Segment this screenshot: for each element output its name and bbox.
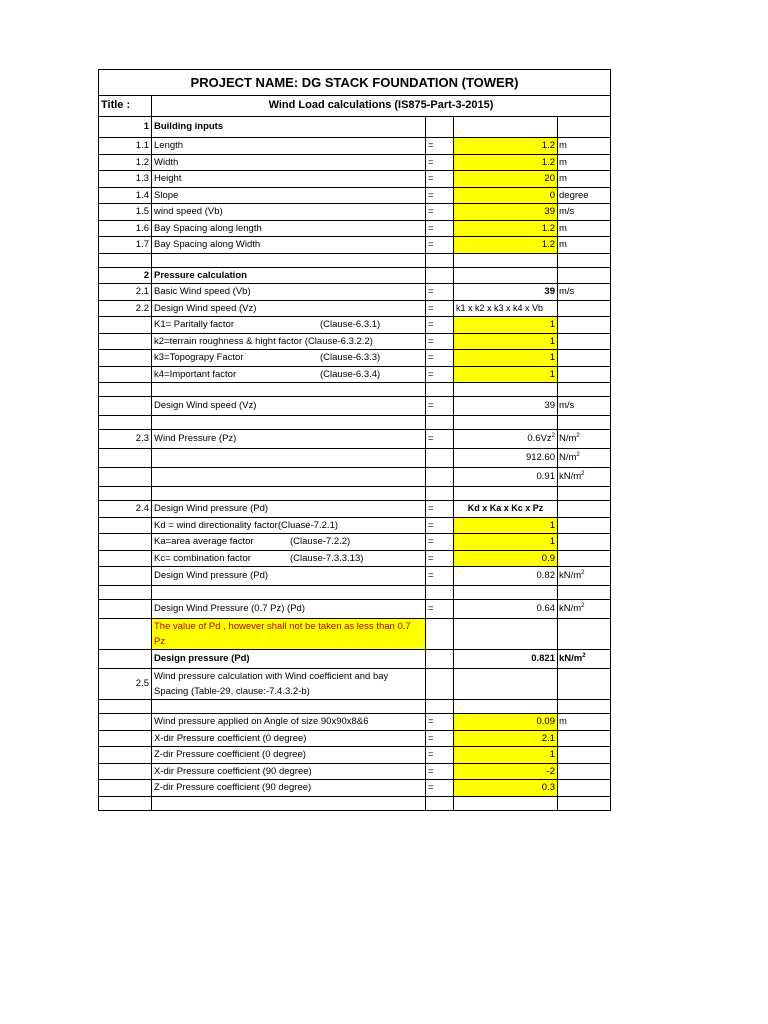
calc-value: 0.91 bbox=[454, 468, 558, 487]
row-label: Length bbox=[152, 138, 426, 155]
empty-cell bbox=[152, 468, 426, 487]
coef-row bbox=[99, 714, 611, 731]
blank-row bbox=[99, 796, 611, 810]
input-value[interactable]: 1 bbox=[454, 517, 558, 534]
row-number: 1.1 bbox=[99, 138, 152, 155]
pd-note: The value of Pd , however shall not be taken as less than 0.7 Pz bbox=[152, 619, 426, 650]
coef-row bbox=[99, 747, 611, 764]
clause-ref: (Cluase-7.2.1) bbox=[277, 519, 339, 531]
empty-cell bbox=[99, 700, 152, 714]
unit-label: m/s bbox=[558, 397, 611, 416]
unit-cell bbox=[558, 468, 611, 487]
factor-row bbox=[99, 517, 611, 534]
input-value[interactable]: 39 bbox=[454, 204, 558, 221]
row-label: Wind pressure applied on Angle of size 90x90x8&6 bbox=[152, 714, 426, 731]
row-label: Design Wind Pressure (0.7 Pz) (Pd) bbox=[152, 600, 426, 619]
input-value[interactable]: 1 bbox=[454, 333, 558, 350]
factor-row bbox=[99, 366, 611, 383]
calc-row bbox=[99, 449, 611, 468]
section-number: 2.5 bbox=[99, 669, 152, 700]
project-row bbox=[99, 70, 611, 96]
clause-ref: (Clause-6.3.1) bbox=[320, 319, 381, 330]
factor-label: Ka=area average factor bbox=[154, 536, 254, 547]
empty-cell bbox=[152, 416, 426, 430]
blank-row bbox=[99, 383, 611, 397]
empty-cell bbox=[558, 534, 611, 551]
empty-cell bbox=[99, 416, 152, 430]
empty-cell bbox=[99, 780, 152, 797]
equals-sign: = bbox=[426, 187, 454, 204]
empty-cell bbox=[426, 267, 454, 284]
empty-cell bbox=[152, 253, 426, 267]
equals-sign: = bbox=[426, 763, 454, 780]
empty-cell bbox=[152, 449, 426, 468]
clause-ref: (Clause-6.3.4) bbox=[320, 368, 381, 380]
empty-cell bbox=[426, 468, 454, 487]
section-heading-row bbox=[99, 669, 611, 700]
formula-text: 0.6Vz bbox=[527, 433, 552, 445]
empty-cell bbox=[99, 763, 152, 780]
equals-sign: = bbox=[426, 154, 454, 171]
empty-cell bbox=[558, 586, 611, 600]
input-row bbox=[99, 154, 611, 171]
factor-row bbox=[99, 550, 611, 567]
note-row bbox=[99, 619, 611, 650]
unit-label bbox=[558, 730, 611, 747]
title-row bbox=[99, 96, 611, 117]
clause-ref: (Clause-7.2.2) bbox=[290, 536, 351, 547]
clause-ref: (Clause-6.3.3) bbox=[320, 352, 381, 363]
row-number: 2.3 bbox=[99, 430, 152, 449]
empty-cell bbox=[558, 517, 611, 534]
unit-label: kN/m bbox=[559, 471, 582, 483]
empty-cell bbox=[152, 700, 426, 714]
equals-sign: = bbox=[426, 397, 454, 416]
row-number: 2.1 bbox=[99, 284, 152, 301]
empty-cell bbox=[558, 117, 611, 138]
empty-cell bbox=[99, 333, 152, 350]
factor-label-cell bbox=[152, 550, 426, 567]
unit-label: kN/m bbox=[559, 653, 583, 665]
equals-sign: = bbox=[426, 501, 454, 518]
input-value[interactable]: -2 bbox=[454, 763, 558, 780]
factor-label: K1= Paritally factor bbox=[154, 319, 234, 330]
equals-sign: = bbox=[426, 730, 454, 747]
unit-label: N/m bbox=[559, 433, 577, 445]
row-label: Width bbox=[152, 154, 426, 171]
factor-label-cell bbox=[152, 333, 426, 350]
row-number: 1.5 bbox=[99, 204, 152, 221]
row-label: Slope bbox=[152, 187, 426, 204]
empty-cell bbox=[558, 416, 611, 430]
empty-cell bbox=[426, 253, 454, 267]
input-row bbox=[99, 204, 611, 221]
result-row bbox=[99, 650, 611, 669]
equals-sign: = bbox=[426, 366, 454, 383]
equals-sign: = bbox=[426, 517, 454, 534]
calc-value: 0.82 bbox=[454, 567, 558, 586]
empty-cell bbox=[99, 517, 152, 534]
empty-cell bbox=[558, 350, 611, 367]
empty-cell bbox=[99, 383, 152, 397]
unit-exponent: 2 bbox=[576, 452, 580, 459]
empty-cell bbox=[426, 383, 454, 397]
section-heading: Pressure calculation bbox=[152, 267, 426, 284]
unit-label: N/m bbox=[559, 452, 577, 464]
factor-label: k3=Topograpy Factor bbox=[154, 352, 244, 363]
row-number: 1.6 bbox=[99, 220, 152, 237]
row-label: X-dir Pressure coefficient (90 degree) bbox=[152, 763, 426, 780]
empty-cell bbox=[99, 730, 152, 747]
calc-row bbox=[99, 284, 611, 301]
wind-load-sheet bbox=[98, 69, 611, 811]
unit-label bbox=[558, 747, 611, 764]
result-value: 0.821 bbox=[454, 650, 558, 669]
coef-row bbox=[99, 763, 611, 780]
empty-cell bbox=[99, 747, 152, 764]
empty-cell bbox=[426, 669, 454, 700]
empty-cell bbox=[99, 487, 152, 501]
empty-cell bbox=[558, 317, 611, 334]
blank-row bbox=[99, 700, 611, 714]
input-row bbox=[99, 171, 611, 188]
unit-cell bbox=[558, 430, 611, 449]
equals-sign: = bbox=[426, 567, 454, 586]
factor-label: k4=Important factor bbox=[154, 368, 237, 380]
coef-row bbox=[99, 730, 611, 747]
calc-row bbox=[99, 300, 611, 317]
empty-cell bbox=[558, 333, 611, 350]
unit-exponent: 2 bbox=[581, 471, 585, 478]
equals-sign: = bbox=[426, 171, 454, 188]
project-title: PROJECT NAME: DG STACK FOUNDATION (TOWER) bbox=[99, 70, 611, 96]
empty-cell bbox=[558, 487, 611, 501]
input-value[interactable]: 1.2 bbox=[454, 138, 558, 155]
section-heading-row bbox=[99, 117, 611, 138]
empty-cell bbox=[99, 550, 152, 567]
input-value[interactable]: 1 bbox=[454, 534, 558, 551]
empty-cell bbox=[454, 117, 558, 138]
unit-label: m/s bbox=[558, 284, 611, 301]
calc-value: 39 bbox=[454, 284, 558, 301]
calc-row bbox=[99, 567, 611, 586]
empty-cell bbox=[454, 796, 558, 810]
factor-row bbox=[99, 350, 611, 367]
unit-label bbox=[558, 780, 611, 797]
empty-cell bbox=[426, 487, 454, 501]
empty-cell bbox=[426, 586, 454, 600]
empty-cell bbox=[454, 669, 558, 700]
row-number: 2.4 bbox=[99, 501, 152, 518]
empty-cell bbox=[99, 366, 152, 383]
factor-label: Kd = wind directionality factor bbox=[154, 519, 278, 531]
calc-row bbox=[99, 397, 611, 416]
clause-ref: (Clause-6.3.2.2) bbox=[304, 335, 373, 347]
equals-sign: = bbox=[426, 534, 454, 551]
unit-label: m bbox=[558, 714, 611, 731]
calc-value: 39 bbox=[454, 397, 558, 416]
equals-sign: = bbox=[426, 220, 454, 237]
empty-cell bbox=[99, 449, 152, 468]
row-label: Design Wind speed (Vz) bbox=[152, 300, 426, 317]
unit-label: m bbox=[558, 237, 611, 254]
row-label: Design pressure (Pd) bbox=[152, 650, 426, 669]
empty-cell bbox=[426, 700, 454, 714]
unit-label: m/s bbox=[558, 204, 611, 221]
equals-sign: = bbox=[426, 747, 454, 764]
sheet-subtitle: Wind Load calculations (IS875-Part-3-2015) bbox=[152, 96, 611, 117]
empty-cell bbox=[454, 416, 558, 430]
input-value[interactable]: 0.09 bbox=[454, 714, 558, 731]
empty-cell bbox=[99, 650, 152, 669]
empty-cell bbox=[454, 619, 558, 650]
blank-row bbox=[99, 586, 611, 600]
factor-row bbox=[99, 534, 611, 551]
row-label: Bay Spacing along length bbox=[152, 220, 426, 237]
equals-sign: = bbox=[426, 333, 454, 350]
section-number: 1 bbox=[99, 117, 152, 138]
input-value[interactable]: 2.1 bbox=[454, 730, 558, 747]
unit-label: m bbox=[558, 171, 611, 188]
input-value[interactable]: 20 bbox=[454, 171, 558, 188]
row-number: 1.2 bbox=[99, 154, 152, 171]
formula-exponent: 2 bbox=[551, 433, 555, 440]
input-row bbox=[99, 138, 611, 155]
calc-row bbox=[99, 468, 611, 487]
empty-cell bbox=[454, 383, 558, 397]
unit-exponent: 2 bbox=[581, 603, 585, 610]
unit-label: m bbox=[558, 138, 611, 155]
empty-cell bbox=[558, 366, 611, 383]
calc-value: 0.64 bbox=[454, 600, 558, 619]
blank-row bbox=[99, 253, 611, 267]
section-heading-row bbox=[99, 267, 611, 284]
input-value[interactable]: 1 bbox=[454, 317, 558, 334]
input-row bbox=[99, 220, 611, 237]
equals-sign: = bbox=[426, 350, 454, 367]
input-value[interactable]: 0 bbox=[454, 187, 558, 204]
input-value[interactable]: 0.9 bbox=[454, 550, 558, 567]
row-label: Z-dir Pressure coefficient (90 degree) bbox=[152, 780, 426, 797]
row-number: 2.2 bbox=[99, 300, 152, 317]
equals-sign: = bbox=[426, 714, 454, 731]
factor-label: Kc= combination factor bbox=[154, 552, 251, 564]
unit-label: degree bbox=[558, 187, 611, 204]
calc-row bbox=[99, 430, 611, 449]
blank-row bbox=[99, 416, 611, 430]
title-label: Title : bbox=[99, 96, 152, 117]
input-value[interactable]: 1.2 bbox=[454, 237, 558, 254]
input-value[interactable]: 1 bbox=[454, 747, 558, 764]
unit-label bbox=[558, 763, 611, 780]
row-label: Design Wind speed (Vz) bbox=[152, 397, 426, 416]
input-row bbox=[99, 237, 611, 254]
section-heading: Wind pressure calculation with Wind coefficient and bay Spacing (Table-29, clause:-7.4.3.2-b) bbox=[152, 669, 426, 700]
empty-cell bbox=[99, 317, 152, 334]
empty-cell bbox=[99, 586, 152, 600]
empty-cell bbox=[558, 383, 611, 397]
section-heading: Building inputs bbox=[152, 117, 426, 138]
calc-row bbox=[99, 600, 611, 619]
unit-exponent: 2 bbox=[581, 570, 585, 577]
empty-cell bbox=[454, 586, 558, 600]
row-label: Basic Wind speed (Vb) bbox=[152, 284, 426, 301]
unit-label: kN/m bbox=[559, 603, 582, 615]
equals-sign: = bbox=[426, 237, 454, 254]
row-label: Z-dir Pressure coefficient (0 degree) bbox=[152, 747, 426, 764]
empty-cell bbox=[99, 468, 152, 487]
clause-ref: (Clause-7.3.3.13) bbox=[290, 552, 364, 564]
empty-cell bbox=[99, 397, 152, 416]
empty-cell bbox=[426, 796, 454, 810]
equals-sign: = bbox=[426, 550, 454, 567]
empty-cell bbox=[99, 796, 152, 810]
factor-label-cell bbox=[152, 366, 426, 383]
empty-cell bbox=[152, 796, 426, 810]
equals-sign: = bbox=[426, 284, 454, 301]
empty-cell bbox=[99, 714, 152, 731]
empty-cell bbox=[426, 416, 454, 430]
factor-label-cell bbox=[152, 534, 426, 551]
empty-cell bbox=[426, 449, 454, 468]
input-value[interactable]: 1.2 bbox=[454, 220, 558, 237]
equals-sign: = bbox=[426, 600, 454, 619]
row-label: X-dir Pressure coefficient (0 degree) bbox=[152, 730, 426, 747]
equals-sign: = bbox=[426, 138, 454, 155]
empty-cell bbox=[454, 253, 558, 267]
empty-cell bbox=[558, 253, 611, 267]
empty-cell bbox=[152, 586, 426, 600]
unit-label: m bbox=[558, 154, 611, 171]
row-label: Bay Spacing along Width bbox=[152, 237, 426, 254]
equals-sign: = bbox=[426, 780, 454, 797]
row-label: Height bbox=[152, 171, 426, 188]
equals-sign: = bbox=[426, 430, 454, 449]
formula-cell bbox=[454, 430, 558, 449]
empty-cell bbox=[454, 700, 558, 714]
input-value[interactable]: 0.3 bbox=[454, 780, 558, 797]
empty-cell bbox=[558, 669, 611, 700]
calc-value: 912.60 bbox=[454, 449, 558, 468]
factor-row bbox=[99, 333, 611, 350]
empty-cell bbox=[99, 534, 152, 551]
factor-label-cell bbox=[152, 317, 426, 334]
unit-cell bbox=[558, 449, 611, 468]
row-label: Design Wind pressure (Pd) bbox=[152, 567, 426, 586]
equals-sign: = bbox=[426, 300, 454, 317]
calc-row bbox=[99, 501, 611, 518]
row-label: Design Wind pressure (Pd) bbox=[152, 501, 426, 518]
equals-sign: = bbox=[426, 204, 454, 221]
unit-cell bbox=[558, 650, 611, 669]
empty-cell bbox=[152, 487, 426, 501]
coef-row bbox=[99, 780, 611, 797]
empty-cell bbox=[426, 650, 454, 669]
formula-text: k1 x k2 x k3 x k4 x Vb bbox=[454, 300, 558, 317]
empty-cell bbox=[426, 619, 454, 650]
row-label: Wind Pressure (Pz) bbox=[152, 430, 426, 449]
empty-cell bbox=[558, 796, 611, 810]
empty-cell bbox=[152, 383, 426, 397]
factor-label: k2=terrain roughness & hight factor bbox=[154, 335, 303, 347]
empty-cell bbox=[426, 117, 454, 138]
unit-cell bbox=[558, 567, 611, 586]
unit-label: m bbox=[558, 220, 611, 237]
empty-cell bbox=[99, 600, 152, 619]
empty-cell bbox=[558, 619, 611, 650]
row-number: 1.4 bbox=[99, 187, 152, 204]
row-number: 1.3 bbox=[99, 171, 152, 188]
empty-cell bbox=[558, 267, 611, 284]
row-number: 1.7 bbox=[99, 237, 152, 254]
empty-cell bbox=[558, 550, 611, 567]
empty-cell bbox=[558, 700, 611, 714]
unit-exponent: 2 bbox=[582, 653, 586, 660]
empty-cell bbox=[454, 487, 558, 501]
empty-cell bbox=[558, 501, 611, 518]
input-row bbox=[99, 187, 611, 204]
empty-cell bbox=[558, 300, 611, 317]
empty-cell bbox=[99, 567, 152, 586]
unit-cell bbox=[558, 600, 611, 619]
input-value[interactable]: 1.2 bbox=[454, 154, 558, 171]
formula-text: Kd x Ka x Kc x Pz bbox=[454, 501, 558, 518]
empty-cell bbox=[99, 619, 152, 650]
empty-cell bbox=[99, 253, 152, 267]
input-value[interactable]: 1 bbox=[454, 350, 558, 367]
section-number: 2 bbox=[99, 267, 152, 284]
empty-cell bbox=[99, 350, 152, 367]
unit-label: kN/m bbox=[559, 570, 582, 582]
factor-label-cell bbox=[152, 350, 426, 367]
row-label: wind speed (Vb) bbox=[152, 204, 426, 221]
equals-sign: = bbox=[426, 317, 454, 334]
empty-cell bbox=[454, 267, 558, 284]
input-value[interactable]: 1 bbox=[454, 366, 558, 383]
factor-row bbox=[99, 317, 611, 334]
unit-exponent: 2 bbox=[576, 433, 580, 440]
factor-label-cell bbox=[152, 517, 426, 534]
blank-row bbox=[99, 487, 611, 501]
